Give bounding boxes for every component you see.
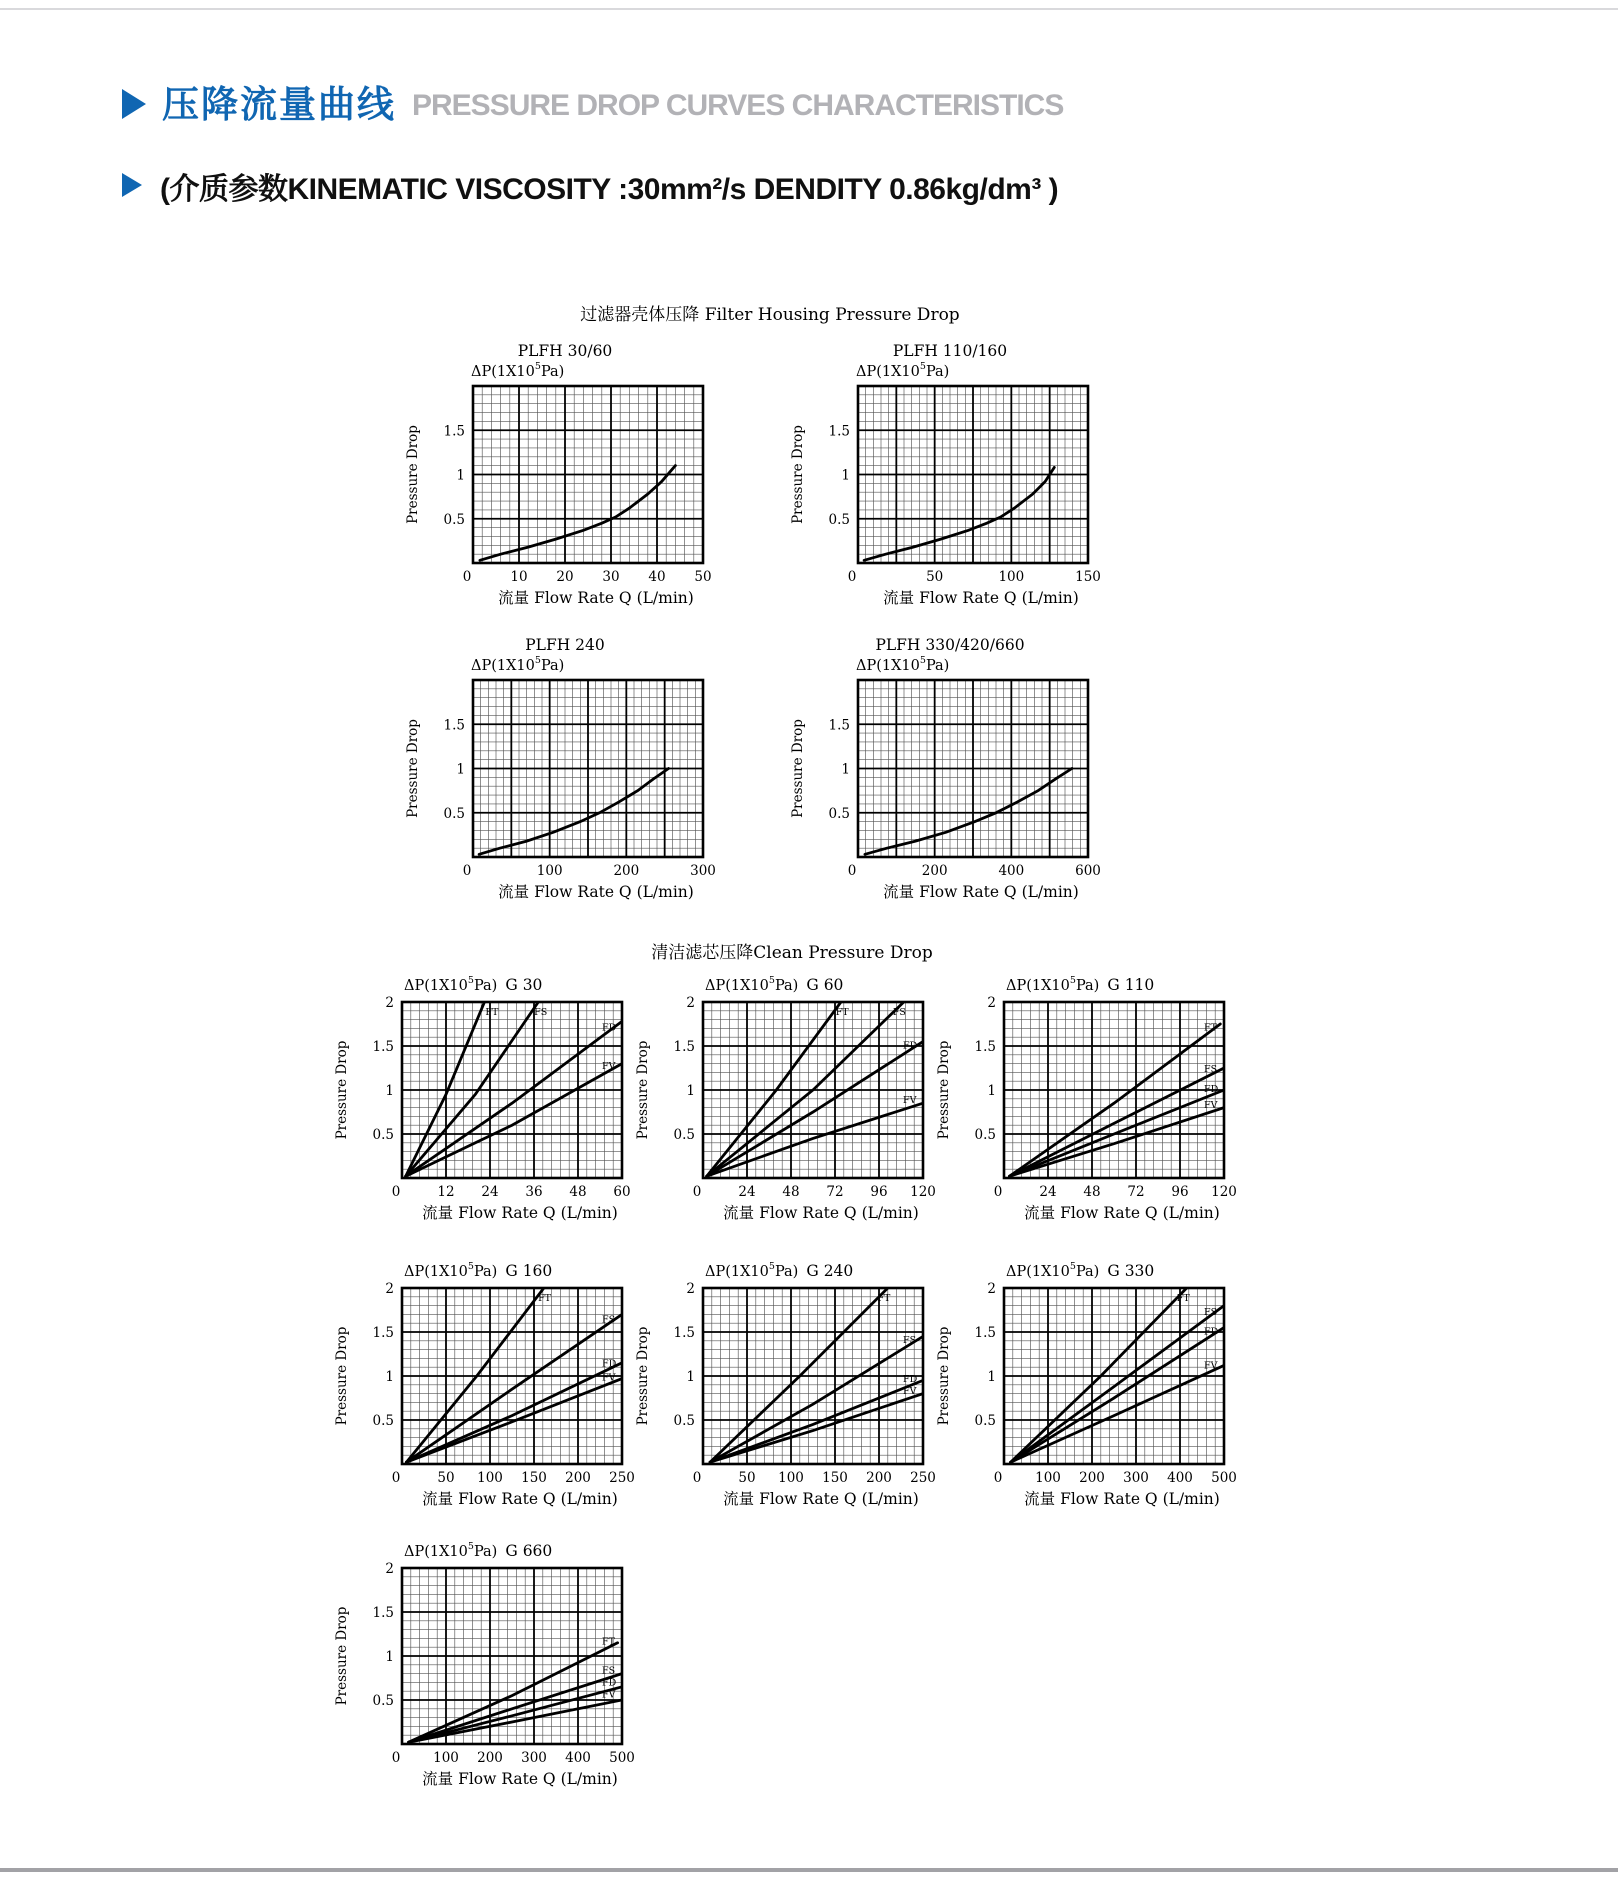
svg-text:200: 200 — [1079, 1470, 1105, 1486]
svg-text:10: 10 — [510, 569, 528, 585]
svg-text:FS: FS — [602, 1665, 616, 1677]
svg-text:500: 500 — [609, 1750, 635, 1766]
svg-text:FS: FS — [534, 1007, 548, 1019]
svg-text:0: 0 — [847, 863, 857, 879]
svg-text:2: 2 — [385, 995, 394, 1011]
svg-text:20: 20 — [556, 569, 574, 585]
svg-text:FT: FT — [485, 1007, 499, 1019]
svg-text:G 60: G 60 — [806, 976, 844, 994]
svg-text:Pressure Drop: Pressure Drop — [936, 1326, 952, 1426]
svg-text:50: 50 — [926, 569, 944, 585]
svg-text:300: 300 — [1123, 1470, 1149, 1486]
svg-text:1.5: 1.5 — [372, 1605, 394, 1621]
svg-text:2: 2 — [987, 995, 996, 1011]
svg-text:2: 2 — [686, 1281, 695, 1297]
media-parameters-line — [122, 164, 1058, 208]
svg-text:1: 1 — [686, 1369, 695, 1385]
svg-text:Pressure Drop: Pressure Drop — [405, 425, 421, 524]
svg-text:200: 200 — [565, 1470, 591, 1486]
svg-text:100: 100 — [998, 569, 1025, 585]
svg-text:1: 1 — [987, 1369, 996, 1385]
svg-text:100: 100 — [433, 1750, 459, 1766]
svg-text:36: 36 — [525, 1184, 543, 1200]
svg-text:ΔP(1X105Pa): $\Delta P(1X10^5Pa)$ — [471, 655, 565, 674]
svg-text:Pressure Drop: Pressure Drop — [936, 1040, 952, 1140]
chart-g-30 — [328, 958, 658, 1227]
svg-text:0: 0 — [993, 1470, 1003, 1486]
svg-text:Pressure Drop: Pressure Drop — [405, 719, 421, 818]
svg-text:ΔP(1X105Pa): $\Delta P(1X10^5Pa)$ — [856, 655, 950, 674]
svg-text:流量 Flow Rate Q (L/min): 流量 Flow Rate Q (L/min) — [1024, 1204, 1220, 1222]
svg-text:200: 200 — [613, 863, 640, 879]
svg-text:Pressure Drop: Pressure Drop — [790, 719, 806, 818]
svg-text:72: 72 — [1127, 1184, 1145, 1200]
svg-text:0: 0 — [391, 1470, 401, 1486]
svg-text:0: 0 — [993, 1184, 1003, 1200]
svg-text:0: 0 — [391, 1750, 401, 1766]
chart-plfh-30-60 — [389, 340, 729, 611]
svg-text:120: 120 — [1211, 1184, 1237, 1200]
svg-text:FS: FS — [1204, 1064, 1218, 1076]
chart-g-60 — [629, 958, 959, 1227]
svg-text:0: 0 — [462, 569, 472, 585]
svg-text:1: 1 — [385, 1369, 394, 1385]
svg-text:150: 150 — [1075, 569, 1101, 585]
svg-text:ΔP(1X105Pa): $\Delta P(1X10^5Pa)$ — [856, 361, 950, 380]
chart-svg-g-60 — [629, 958, 959, 1222]
svg-text:200: 200 — [866, 1470, 892, 1486]
svg-text:FT: FT — [538, 1293, 552, 1305]
svg-text:流量 Flow Rate Q (L/min): 流量 Flow Rate Q (L/min) — [883, 589, 1079, 606]
svg-text:0: 0 — [391, 1184, 401, 1200]
svg-text:1: 1 — [456, 467, 465, 484]
svg-text:FD: FD — [602, 1358, 617, 1370]
svg-text:50: 50 — [437, 1470, 455, 1486]
svg-text:Pressure Drop: Pressure Drop — [334, 1326, 350, 1426]
svg-text:0.5: 0.5 — [372, 1127, 394, 1143]
svg-text:400: 400 — [998, 863, 1025, 879]
svg-text:1.5: 1.5 — [673, 1039, 695, 1055]
svg-text:G 660: G 660 — [505, 1542, 553, 1560]
svg-text:100: 100 — [536, 863, 563, 879]
svg-text:1: 1 — [385, 1649, 394, 1665]
svg-text:0.5: 0.5 — [828, 511, 850, 528]
svg-text:ΔP(1X105Pa): $\Delta P(1X10^5Pa)$ — [404, 1261, 498, 1280]
svg-text:0.5: 0.5 — [443, 805, 465, 822]
bottom-divider — [0, 1868, 1618, 1872]
svg-text:G 160: G 160 — [505, 1262, 553, 1280]
svg-text:200: 200 — [477, 1750, 503, 1766]
svg-text:ΔP(1X105Pa): $\Delta P(1X10^5Pa)$ — [705, 1261, 799, 1280]
svg-text:1: 1 — [841, 467, 850, 484]
chart-plfh-330-420-660 — [774, 634, 1114, 905]
svg-text:1.5: 1.5 — [443, 717, 465, 734]
chart-g-660 — [328, 1524, 658, 1793]
svg-text:G 330: G 330 — [1107, 1262, 1155, 1280]
svg-text:0.5: 0.5 — [974, 1413, 996, 1429]
svg-text:ΔP(1X105Pa): $\Delta P(1X10^5Pa)$ — [404, 975, 498, 994]
svg-text:500: 500 — [1211, 1470, 1237, 1486]
svg-text:1.5: 1.5 — [372, 1039, 394, 1055]
svg-text:G 30: G 30 — [505, 976, 543, 994]
svg-text:1.5: 1.5 — [673, 1325, 695, 1341]
svg-text:流量 Flow Rate Q (L/min): 流量 Flow Rate Q (L/min) — [883, 883, 1079, 900]
svg-text:24: 24 — [738, 1184, 756, 1200]
svg-text:Pressure Drop: Pressure Drop — [334, 1606, 350, 1706]
page-title-cn: 压降流量曲线 — [162, 84, 396, 125]
chart-svg-g-330 — [930, 1244, 1260, 1508]
svg-text:1: 1 — [385, 1083, 394, 1099]
svg-text:流量 Flow Rate Q (L/min): 流量 Flow Rate Q (L/min) — [422, 1204, 618, 1222]
section-title-clean: 清洁滤芯压降Clean Pressure Drop — [651, 943, 933, 963]
svg-text:72: 72 — [826, 1184, 844, 1200]
svg-text:150: 150 — [521, 1470, 547, 1486]
svg-text:FV: FV — [1204, 1360, 1218, 1372]
media-parameters-text: (介质参数KINEMATIC VISCOSITY :30mm²/s DENDITY 0.86kg/dm³ ) — [160, 173, 1059, 206]
svg-text:1: 1 — [456, 761, 465, 778]
svg-text:1.5: 1.5 — [443, 423, 465, 440]
svg-text:60: 60 — [613, 1184, 631, 1200]
svg-text:48: 48 — [569, 1184, 587, 1200]
svg-text:1.5: 1.5 — [828, 423, 850, 440]
svg-text:0.5: 0.5 — [974, 1127, 996, 1143]
svg-text:流量 Flow Rate Q (L/min): 流量 Flow Rate Q (L/min) — [422, 1770, 618, 1788]
svg-text:400: 400 — [1167, 1470, 1193, 1486]
svg-text:Pressure Drop: Pressure Drop — [334, 1040, 350, 1140]
svg-text:1.5: 1.5 — [974, 1325, 996, 1341]
svg-text:FD: FD — [903, 1374, 918, 1386]
svg-text:0.5: 0.5 — [673, 1127, 695, 1143]
svg-text:FT: FT — [1176, 1293, 1190, 1305]
svg-text:24: 24 — [481, 1184, 499, 1200]
svg-text:300: 300 — [690, 863, 716, 879]
svg-text:1: 1 — [686, 1083, 695, 1099]
svg-text:30: 30 — [602, 569, 620, 585]
page-title-en: PRESSURE DROP CURVES CHARACTERISTICS — [412, 89, 1064, 122]
chart-plfh-240 — [389, 634, 729, 905]
svg-text:Pressure Drop: Pressure Drop — [635, 1326, 651, 1426]
svg-text:400: 400 — [565, 1750, 591, 1766]
svg-text:Pressure Drop: Pressure Drop — [790, 425, 806, 524]
chart-g-240 — [629, 1244, 959, 1513]
svg-text:12: 12 — [437, 1184, 455, 1200]
svg-text:FT: FT — [1204, 1022, 1217, 1034]
svg-text:FT: FT — [877, 1293, 891, 1305]
svg-text:100: 100 — [477, 1470, 503, 1486]
chart-g-160 — [328, 1244, 658, 1513]
svg-text:0.5: 0.5 — [673, 1413, 695, 1429]
svg-text:50: 50 — [694, 569, 712, 585]
svg-text:0.5: 0.5 — [828, 805, 850, 822]
svg-text:FV: FV — [903, 1385, 917, 1397]
svg-text:FS: FS — [903, 1334, 917, 1346]
chart-svg-g-160 — [328, 1244, 658, 1508]
svg-text:48: 48 — [782, 1184, 800, 1200]
chart-svg-plfh-240 — [389, 634, 729, 900]
svg-text:0.5: 0.5 — [443, 511, 465, 528]
svg-text:300: 300 — [521, 1750, 547, 1766]
svg-text:48: 48 — [1083, 1184, 1101, 1200]
chart-svg-plfh-30-60 — [389, 340, 729, 606]
chart-svg-g-660 — [328, 1524, 658, 1788]
section-title-housing: 过滤器壳体压降 Filter Housing Pressure Drop — [580, 305, 960, 325]
blue-triangle-icon — [122, 89, 146, 119]
blue-triangle-icon — [122, 173, 142, 197]
svg-text:PLFH 330/420/660: PLFH 330/420/660 — [875, 636, 1025, 654]
svg-text:1: 1 — [987, 1083, 996, 1099]
chart-g-330 — [930, 1244, 1260, 1513]
top-divider — [0, 8, 1618, 10]
svg-text:0: 0 — [847, 569, 857, 585]
svg-text:PLFH 240: PLFH 240 — [525, 636, 605, 654]
svg-text:流量 Flow Rate Q (L/min): 流量 Flow Rate Q (L/min) — [723, 1490, 919, 1508]
svg-text:96: 96 — [1171, 1184, 1189, 1200]
svg-text:FV: FV — [602, 1689, 616, 1701]
svg-text:FV: FV — [602, 1372, 616, 1384]
svg-text:ΔP(1X105Pa): $\Delta P(1X10^5Pa)$ — [471, 361, 565, 380]
svg-text:100: 100 — [778, 1470, 804, 1486]
svg-text:0: 0 — [462, 863, 472, 879]
svg-text:1.5: 1.5 — [974, 1039, 996, 1055]
svg-text:2: 2 — [686, 995, 695, 1011]
svg-text:流量 Flow Rate Q (L/min): 流量 Flow Rate Q (L/min) — [422, 1490, 618, 1508]
svg-text:40: 40 — [648, 569, 666, 585]
svg-text:G 110: G 110 — [1107, 976, 1155, 994]
svg-text:FV: FV — [903, 1095, 917, 1107]
svg-text:FS: FS — [1204, 1306, 1218, 1318]
svg-text:流量 Flow Rate Q (L/min): 流量 Flow Rate Q (L/min) — [498, 883, 694, 900]
svg-text:FT: FT — [602, 1636, 615, 1648]
svg-text:24: 24 — [1039, 1184, 1057, 1200]
svg-text:流量 Flow Rate Q (L/min): 流量 Flow Rate Q (L/min) — [498, 589, 694, 606]
svg-text:1: 1 — [841, 761, 850, 778]
svg-text:ΔP(1X105Pa): $\Delta P(1X10^5Pa)$ — [705, 975, 799, 994]
svg-text:流量 Flow Rate Q (L/min): 流量 Flow Rate Q (L/min) — [1024, 1490, 1220, 1508]
svg-text:FD: FD — [602, 1677, 617, 1689]
svg-text:FD: FD — [1204, 1326, 1219, 1338]
svg-text:0: 0 — [692, 1184, 702, 1200]
svg-text:ΔP(1X105Pa): $\Delta P(1X10^5Pa)$ — [404, 1541, 498, 1560]
svg-text:2: 2 — [385, 1281, 394, 1297]
svg-text:FD: FD — [903, 1040, 918, 1052]
svg-text:120: 120 — [910, 1184, 936, 1200]
svg-text:2: 2 — [385, 1561, 394, 1577]
svg-text:PLFH 110/160: PLFH 110/160 — [892, 342, 1008, 360]
chart-svg-g-240 — [629, 1244, 959, 1508]
svg-text:200: 200 — [921, 863, 948, 879]
svg-text:150: 150 — [822, 1470, 848, 1486]
svg-text:FD: FD — [1204, 1083, 1219, 1095]
svg-text:96: 96 — [870, 1184, 888, 1200]
svg-text:FD: FD — [602, 1022, 617, 1034]
svg-text:Pressure Drop: Pressure Drop — [635, 1040, 651, 1140]
svg-text:FV: FV — [602, 1060, 616, 1072]
svg-text:FT: FT — [835, 1007, 849, 1019]
page-header — [122, 86, 1063, 123]
svg-text:0.5: 0.5 — [372, 1413, 394, 1429]
svg-text:100: 100 — [1035, 1470, 1061, 1486]
chart-svg-plfh-330-420-660 — [774, 634, 1114, 900]
svg-text:600: 600 — [1075, 863, 1101, 879]
svg-text:1.5: 1.5 — [828, 717, 850, 734]
chart-g-110 — [930, 958, 1260, 1227]
chart-svg-g-30 — [328, 958, 658, 1222]
chart-plfh-110-160 — [774, 340, 1114, 611]
svg-text:ΔP(1X105Pa): $\Delta P(1X10^5Pa)$ — [1006, 975, 1100, 994]
svg-text:250: 250 — [609, 1470, 635, 1486]
svg-text:FV: FV — [1204, 1099, 1218, 1111]
svg-text:PLFH 30/60: PLFH 30/60 — [517, 342, 613, 360]
svg-text:FS: FS — [892, 1007, 906, 1019]
chart-svg-plfh-110-160 — [774, 340, 1114, 606]
svg-text:0: 0 — [692, 1470, 702, 1486]
svg-text:0.5: 0.5 — [372, 1693, 394, 1709]
svg-text:250: 250 — [910, 1470, 936, 1486]
chart-svg-g-110 — [930, 958, 1260, 1222]
svg-text:流量 Flow Rate Q (L/min): 流量 Flow Rate Q (L/min) — [723, 1204, 919, 1222]
svg-text:2: 2 — [987, 1281, 996, 1297]
svg-text:ΔP(1X105Pa): $\Delta P(1X10^5Pa)$ — [1006, 1261, 1100, 1280]
svg-text:FS: FS — [602, 1314, 616, 1326]
svg-text:G 240: G 240 — [806, 1262, 854, 1280]
svg-text:1.5: 1.5 — [372, 1325, 394, 1341]
svg-text:50: 50 — [738, 1470, 756, 1486]
